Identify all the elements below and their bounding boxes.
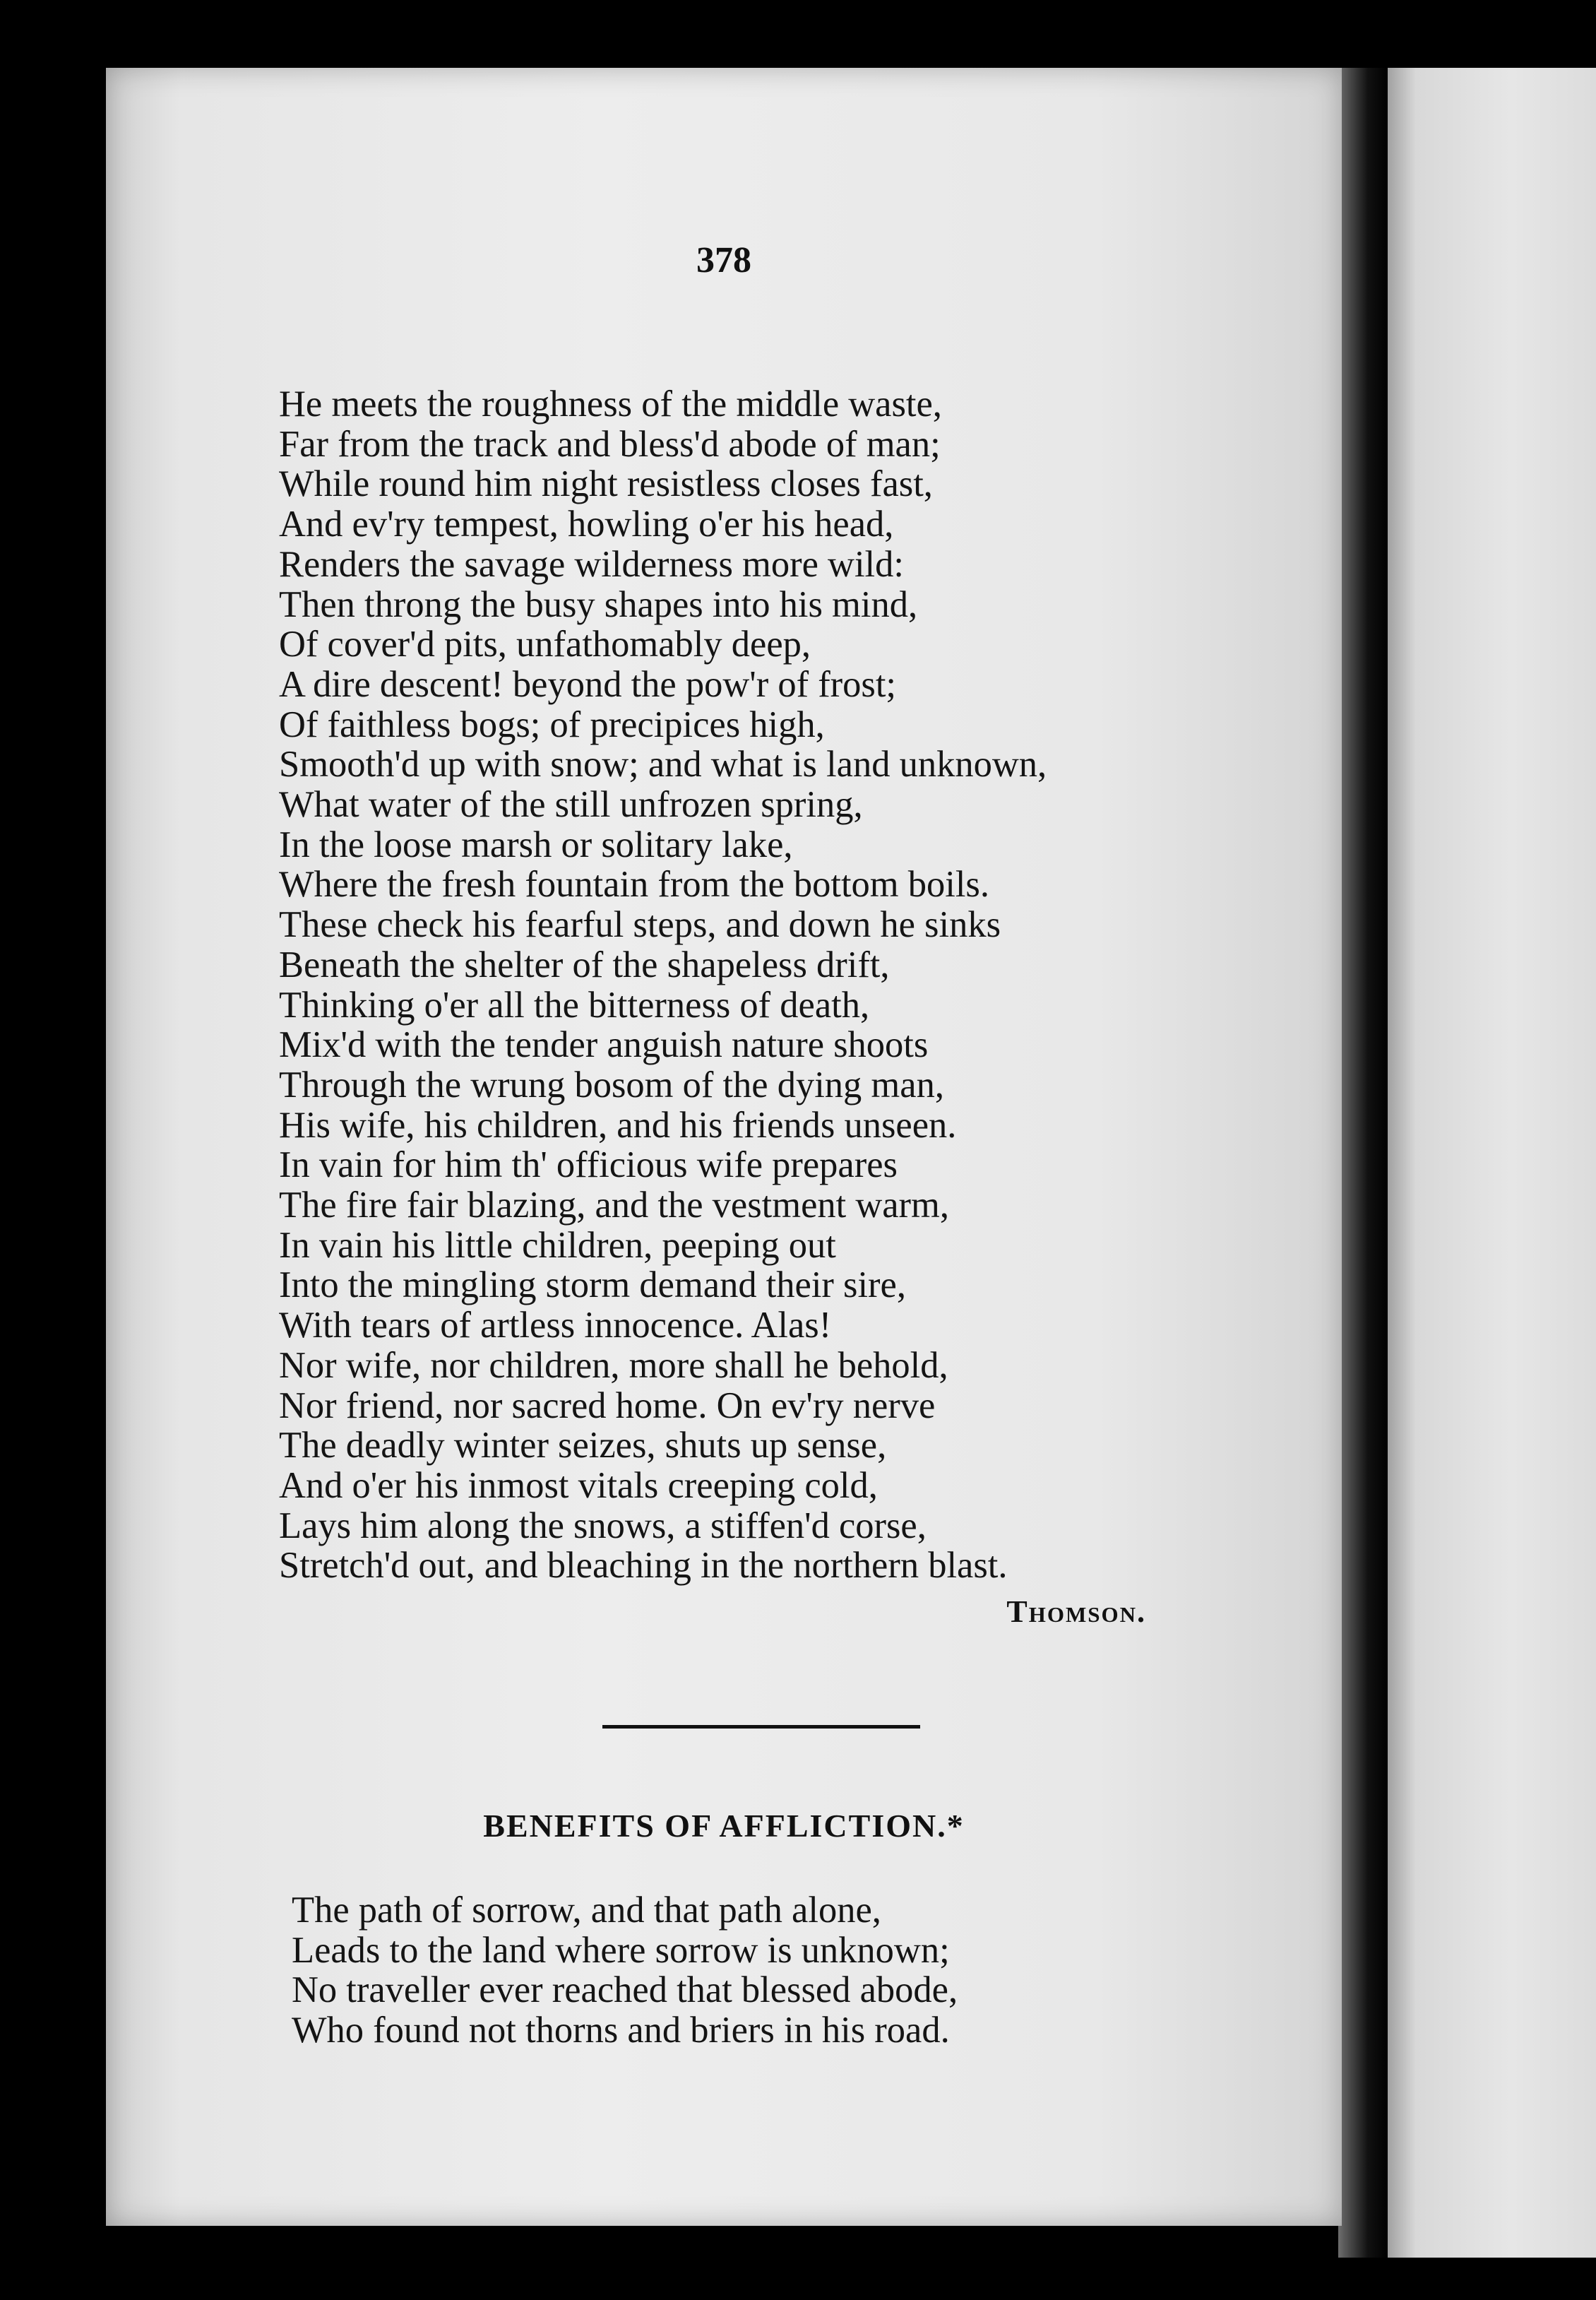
poem-line: Where the fresh fountain from the bottom boils. [279,864,989,906]
poem-line: Mix'd with the tender anguish nature shoots [279,1024,929,1066]
section-line: Who found not thorns and briers in his road. [292,2010,950,2051]
poem-line: Nor friend, nor sacred home. On ev'ry nerve [279,1385,936,1426]
poem-line: Then throng the busy shapes into his mind, [279,583,918,625]
section-stanza [292,1890,958,2051]
section-line: Leads to the land where sorrow is unknown; [292,1929,950,1971]
poem-line: Thinking o'er all the bitterness of death, [279,984,870,1026]
section-title: BENEFITS OF AFFLICTION.* [483,1808,965,1844]
poem-line: Smooth'd up with snow; and what is land unknown, [279,744,1047,786]
poem-line: The deadly winter seizes, shuts up sense, [279,1425,887,1466]
poem-line: Renders the savage wilderness more wild: [279,543,904,585]
section-line: The path of sorrow, and that path alone, [292,1890,881,1931]
poem-line: With tears of artless innocence. Alas! [279,1305,832,1346]
book-gutter [1338,68,1388,2258]
poem-line: Nor wife, nor children, more shall he behold, [279,1344,948,1386]
poem-line: Lays him along the snows, a stiffen'd corse, [279,1505,927,1546]
poem-line: Stretch'd out, and bleaching in the northern blast. [279,1545,1008,1587]
poem-line: Beneath the shelter of the shapeless drift, [279,944,890,985]
poem-line: And o'er his inmost vitals creeping cold, [279,1464,878,1506]
poem-line: What water of the still unfrozen spring, [279,784,863,826]
poem-line: In vain his little children, peeping out [279,1224,836,1266]
poem-line: While round him night resistless closes fast, [279,463,933,505]
poem-line: And ev'ry tempest, howling o'er his head, [279,504,894,545]
poem-line: The fire fair blazing, and the vestment warm, [279,1185,949,1226]
poem-line: Of cover'd pits, unfathomably deep, [279,624,811,665]
poem-stanza [279,384,1047,1586]
poem-line: A dire descent! beyond the pow'r of frost; [279,663,897,705]
poem-line: His wife, his children, and his friends unseen. [279,1104,957,1146]
poem-line: Far from the track and bless'd abode of man; [279,423,941,465]
book-page [106,68,1342,2226]
facing-page-edge [1384,68,1596,2258]
poem-line: Into the mingling storm demand their sire, [279,1264,906,1306]
page-number: 378 [696,240,751,280]
poem-line: He meets the roughness of the middle waste, [279,384,942,425]
section-divider [602,1725,920,1729]
poem-line: Of faithless bogs; of precipices high, [279,704,825,745]
poem-line: In vain for him th' officious wife prepares [279,1144,898,1186]
poem-line: These check his fearful steps, and down he sinks [279,904,1001,946]
poem-line: Through the wrung bosom of the dying man, [279,1064,944,1105]
poem-line: In the loose marsh or solitary lake, [279,824,793,865]
section-line: No traveller ever reached that blessed abode, [292,1969,958,2011]
poem-author: Thomson. [1006,1594,1146,1629]
